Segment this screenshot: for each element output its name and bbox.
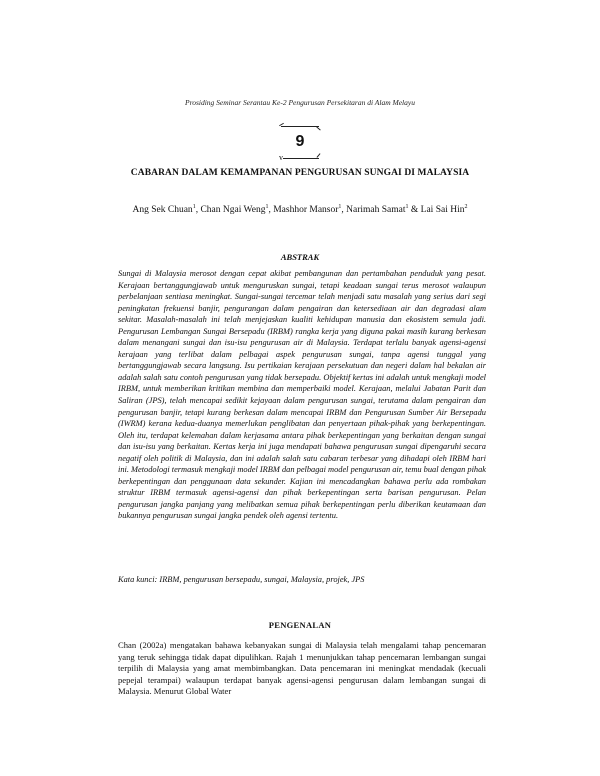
- author-name: Lai Sai Hin: [420, 205, 465, 215]
- affiliation-mark: 1: [338, 204, 342, 210]
- paper-title: CABARAN DALAM KEMAMPANAN PENGURUSAN SUNGAI DI MALAYSIA: [130, 168, 470, 178]
- affiliation-mark: 2: [464, 204, 468, 210]
- chapter-box-corner: v: [279, 153, 283, 162]
- author-name: Ang Sek Chuan: [132, 205, 193, 215]
- introduction-body: Chan (2002a) mengatakan bahawa kebanyakan sungai di Malaysia telah mengalami tahap pencemaran yang teruk sehingga tidak dapat dipulihkan. Rajah 1 menunjukkan tahap pencemaran lembangan sungai terpilih di Malaysia yang amat membimbangkan. Data pencemaran ini meningkat mendadak (kecuali pepejal terampai) walaupun terdapat banyak agensi-agensi pengurusan dalam lembangan sungai di Malaysia. Menurut Global Water: [118, 640, 486, 697]
- chapter-number: 9: [295, 133, 305, 150]
- author-name: Mashhor Mansor: [273, 205, 339, 215]
- author-name: Narimah Samat: [346, 205, 406, 215]
- section-heading-introduction: PENGENALAN: [268, 620, 332, 630]
- abstract-body: Sungai di Malaysia merosot dengan cepat akibat pembangunan dan pertambahan penduduk yang pesat. Kerajaan bertanggungjawab untuk menguruskan sungai, tetapi keadaan sungai terus merosot walaupun perbelanjaan sentiasa meningkat. Sungai-sungai tercemar telah menjadi satu masalah yang serius dari segi peningkatan frekuensi banjir, pengurangan dalam pengairan dan ketersediaan air dan degradasi alam sekitar. Masalah-masalah ini telah menjejaskan kualiti kehidupan manusia dan ekosistem semula jadi. Pengurusan Lembangan Sungai Bersepadu (IRBM) rangka kerja yang diguna pakai masih kurang berkesan dalam menangani sungai dan isu-isu pengurusan air di Malaysia. Terdapat terlalu banyak agensi-agensi kerajaan yang terlibat dalam pelbagai aspek pengurusan sungai, tanpa agensi tunggal yang bertanggungjawab secara langsung. Isu pertikaian kerajaan persekutuan dan negeri dalam hal bekalan air adalah salah satu contoh pengurusan yang tidak bersepadu. Objektif kertas ini adalah untuk mengkaji model IRBM, untuk memberikan kritikan membina dan memperbaiki model. Kerajaan, melalui Jabatan Parit dan Saliran (JPS), telah mencapai sedikit kejayaan dalam pengurusan sungai, terutama dalam pengairan dan pengurusan banjir, tetapi kurang berkesan dalam mencapai IRBM dan Pengurusan Sumber Air Bersepadu (IWRM) kerana kedua-duanya memerlukan penglibatan dan penyertaan pihak-pihak yang berkepentingan. Oleh itu, terdapat kelemahan dalam kerjasama antara pihak berkepentingan yang berkaitan dengan sungai dan isu-isu yang berkaitan. Kertas kerja ini juga mendapati bahawa pengurusan sungai dipengaruhi secara negatif oleh politik di Malaysia, dan ini adalah salah satu cabaran terbesar yang dihadapi oleh IRBM hari ini. Metodologi termasuk mengkaji model IRBM dan pelbagai model pengurusan air, temu bual dengan pihak berkepentingan dan penggunaan data sekunder. Kajian ini mencadangkan bahawa perlu ada rombakan struktur IRBM termasuk agensi-agensi dan pihak berkepentingan serta barisan pengurusan. Pelan pengurusan jangka panjang yang melibatkan semua pihak berkepentingan perlu diberikan keutamaan dan bukannya pengurusan sungai jangka pendek oleh agensi tertentu.: [118, 269, 486, 521]
- chapter-number-box: [279, 126, 321, 162]
- author-name: Chan Ngai Weng: [200, 205, 266, 215]
- affiliation-mark: 1: [405, 204, 409, 210]
- abstract-heading: ABSTRAK: [280, 252, 320, 262]
- author-list: Ang Sek Chuan$^1$, Chan Ngai Weng$^1$, Mashhor Mansor$^1$, Narimah Samat$^1$ & Lai Sai Hin$^2$: [132, 204, 468, 215]
- chapter-box-top-border: [281, 126, 319, 127]
- running-header: Prosiding Seminar Serantau Ke-2 Pengurusan Persekitaran di Alam Melayu: [185, 98, 415, 107]
- keywords: Kata kunci: IRBM, pengurusan bersepadu, sungai, Malaysia, projek, JPS: [118, 575, 365, 584]
- affiliation-mark: 1: [192, 204, 196, 210]
- chapter-box-corner: [316, 127, 320, 131]
- affiliation-mark: 1: [265, 204, 269, 210]
- chapter-box-bottom-border: [283, 158, 319, 159]
